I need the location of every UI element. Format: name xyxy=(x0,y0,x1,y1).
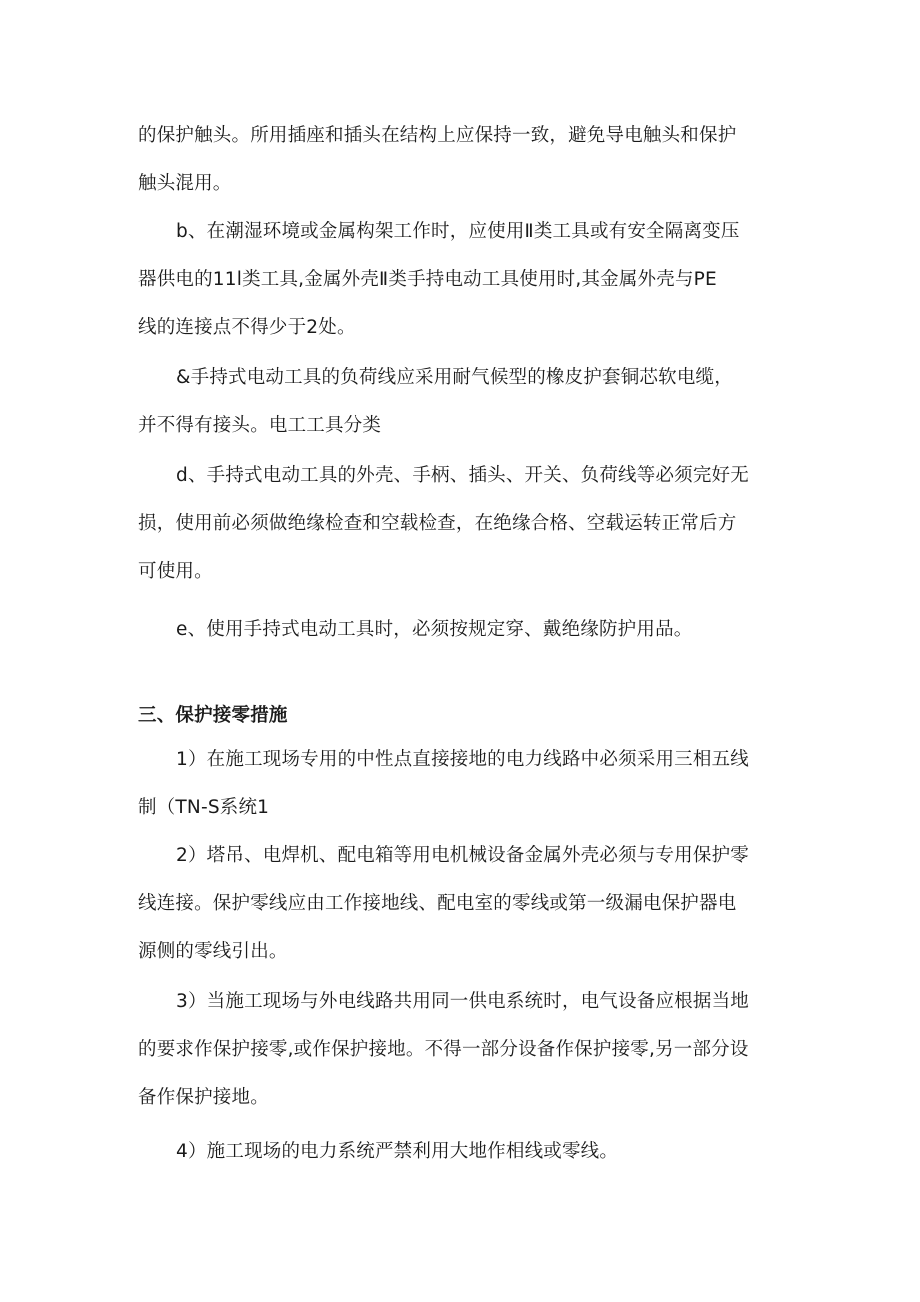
heading-text: 三、保护接零措施 xyxy=(138,705,288,726)
text-line: d、手持式电动工具的外壳、手柄、插头、开关、负荷线等必须完好无 xyxy=(176,465,749,486)
text-line: b、在潮湿环境或金属构架工作时，应使用Ⅱ类工具或有安全隔离变压 xyxy=(176,221,740,242)
text-line: 备作保护接地。 xyxy=(138,1087,269,1108)
text-line: 制（TN-S系统1 xyxy=(138,797,270,818)
text-line: 并不得有接头。电工工具分类 xyxy=(138,415,382,436)
text-line: 的保护触头。所用插座和插头在结构上应保持一致，避免导电触头和保护 xyxy=(138,125,737,146)
text-line: e、使用手持式电动工具时，必须按规定穿、戴绝缘防护用品。 xyxy=(176,619,693,640)
text-line: 3）当施工现场与外电线路共用同一供电系统时，电气设备应根据当地 xyxy=(176,991,749,1012)
text-line: 可使用。 xyxy=(138,561,213,582)
text-line: 1）在施工现场专用的中性点直接接地的电力线路中必须采用三相五线 xyxy=(176,749,749,770)
text-line: 触头混用。 xyxy=(138,173,232,194)
text-line: 器供电的11l类工具,金属外壳Ⅱ类手持电动工具使用时,其金属外壳与PE xyxy=(138,269,717,290)
text-line: 源侧的零线引出。 xyxy=(138,941,288,962)
text-line: 4）施工现场的电力系统严禁利用大地作相线或零线。 xyxy=(176,1141,619,1162)
text-line: 的要求作保护接零,或作保护接地。不得一部分设备作保护接零,另一部分设 xyxy=(138,1039,749,1060)
text-line: 2）塔吊、电焊机、配电箱等用电机械设备金属外壳必须与专用保护零 xyxy=(176,845,749,866)
text-line: 线的连接点不得少于2处。 xyxy=(138,317,356,338)
text-line: 线连接。保护零线应由工作接地线、配电室的零线或第一级漏电保护器电 xyxy=(138,893,737,914)
text-line: &手持式电动工具的负荷线应采用耐气候型的橡皮护套铜芯软电缆， xyxy=(176,367,733,388)
text-line: 损，使用前必须做绝缘检查和空载检查，在绝缘合格、空载运转正常后方 xyxy=(138,513,737,534)
